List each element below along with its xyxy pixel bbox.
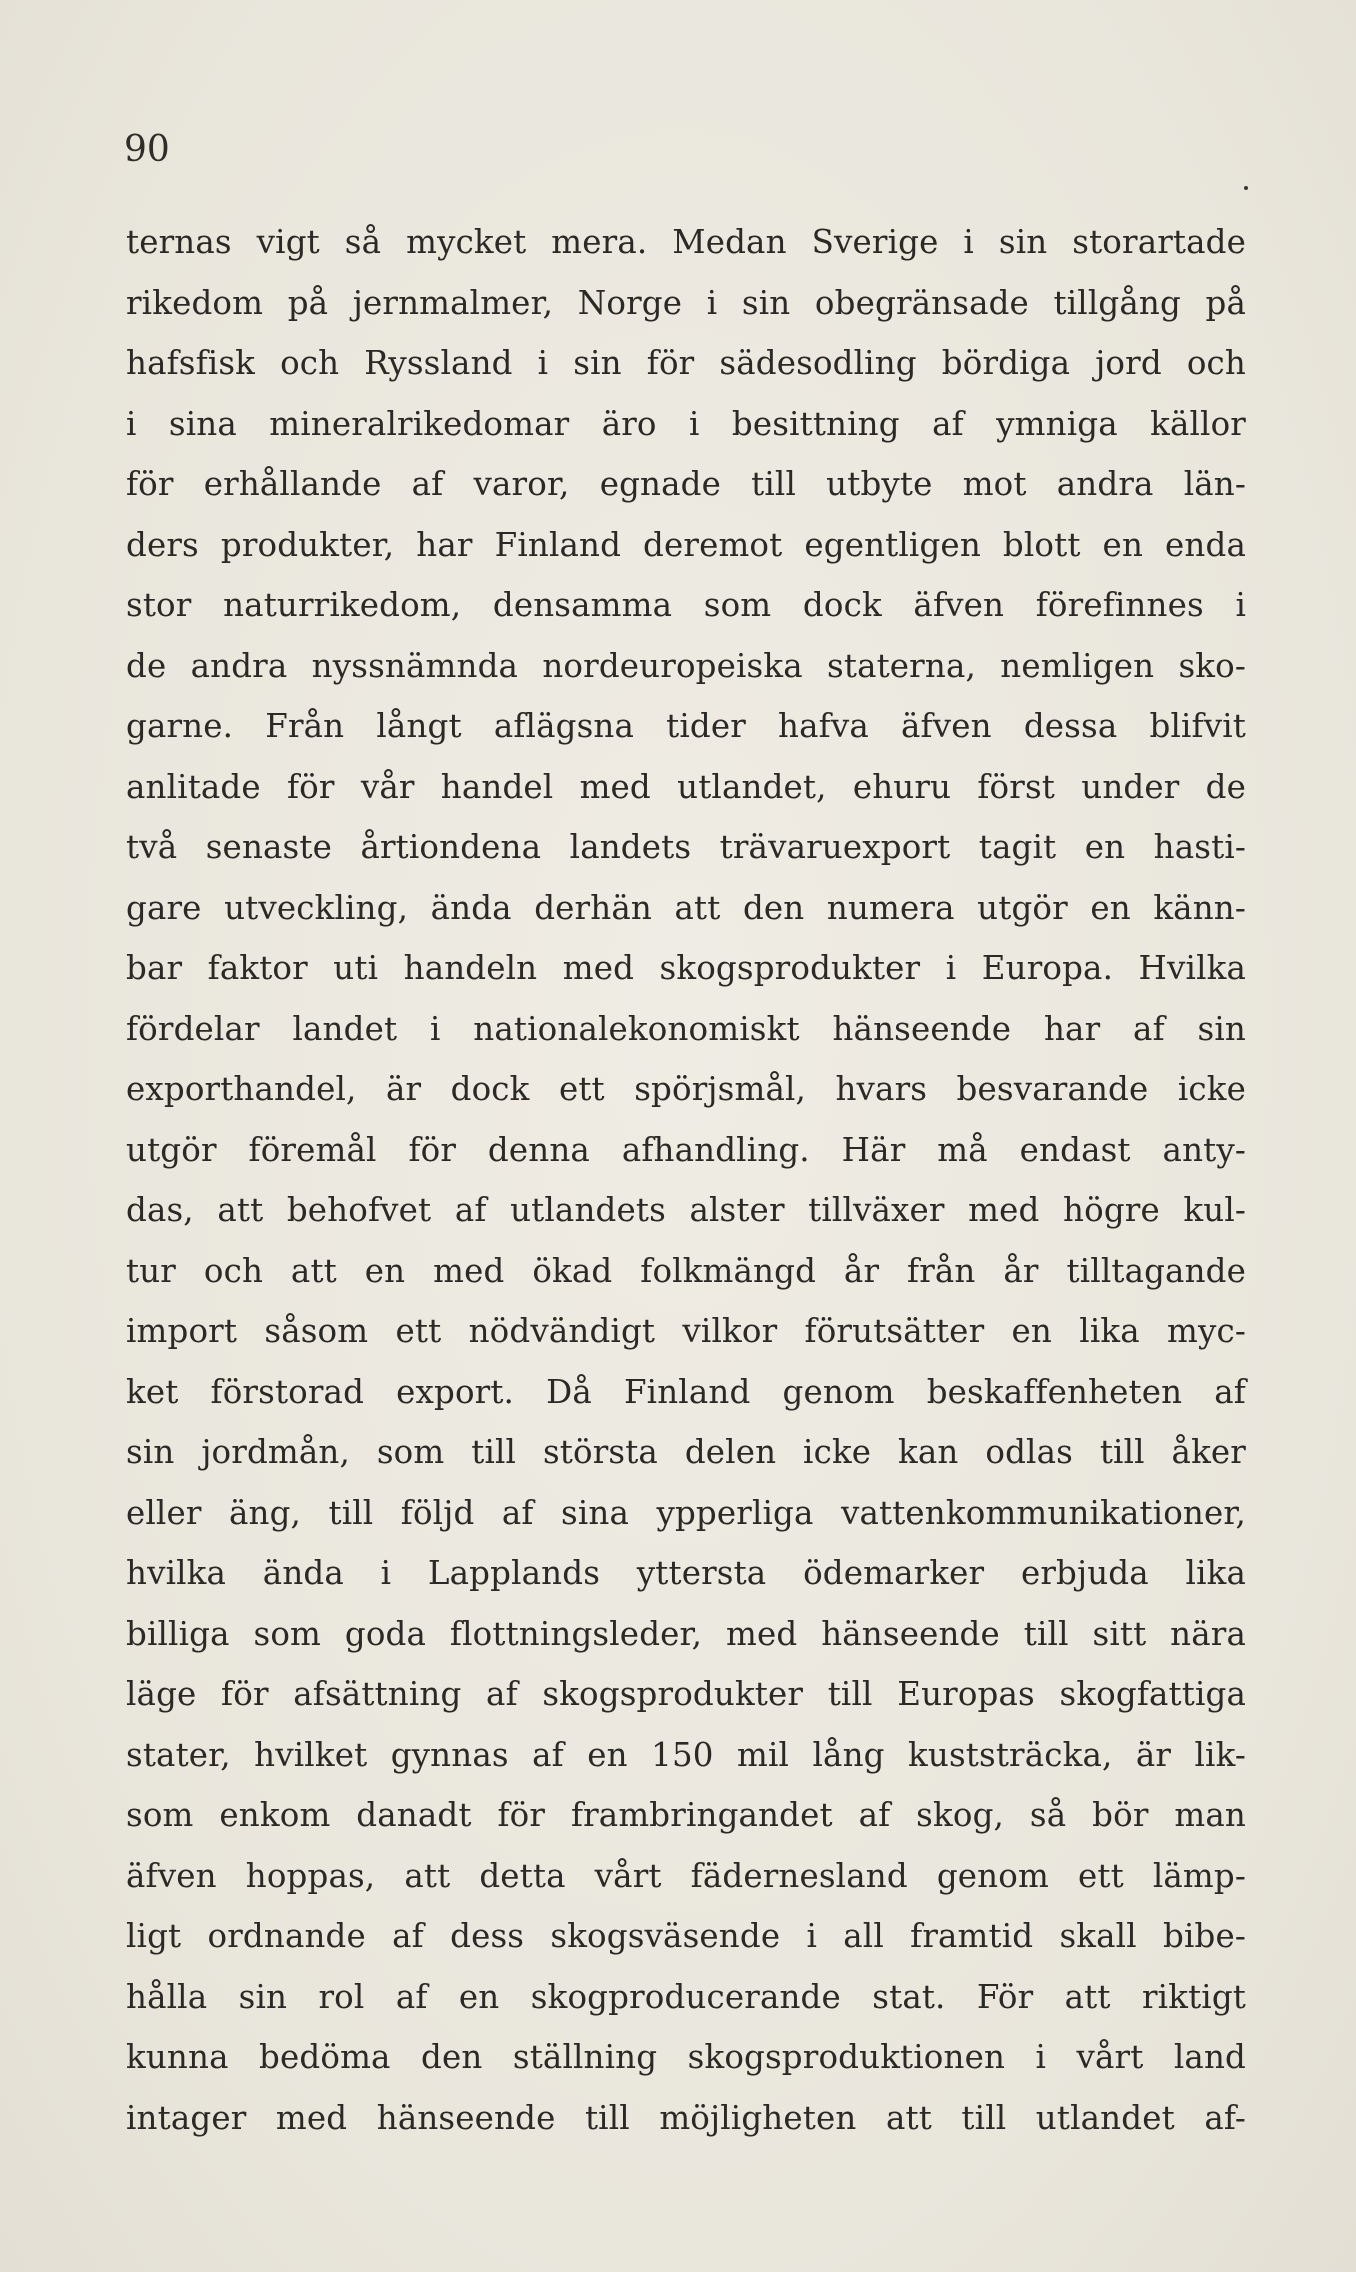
text-line: hålla sin rol af en skogproducerande stat. För att riktigt xyxy=(126,1977,1246,2016)
text-line: das, att behofvet af utlandets alster tillväxer med högre kul- xyxy=(126,1191,1246,1229)
text-line: gare utveckling, ända derhän att den numera utgör en känn- xyxy=(126,888,1246,927)
text-line: eller äng, till följd af sina ypperliga vattenkommunikationer, xyxy=(126,1493,1246,1532)
text-line: två senaste årtiondena landets trävaruexport tagit en hasti- xyxy=(126,828,1246,866)
body-text xyxy=(126,212,1246,2148)
text-line: exporthandel, är dock ett spörjsmål, hvars besvarande icke xyxy=(126,1070,1246,1108)
text-line: tur och att en med ökad folkmängd år från år tilltagande xyxy=(126,1251,1246,1290)
text-line: utgör föremål för denna afhandling. Här må endast anty- xyxy=(126,1130,1246,1169)
text-line: billiga som goda flottningsleder, med hänseende till sitt nära xyxy=(126,1614,1246,1653)
text-line: läge för afsättning af skogsprodukter till Europas skogfattiga xyxy=(126,1675,1246,1713)
text-line: hvilka ända i Lapplands yttersta ödemarker erbjuda lika xyxy=(126,1554,1246,1592)
text-line: ternas vigt så mycket mera. Medan Sverige i sin storartade xyxy=(126,223,1246,261)
text-line: de andra nyssnämnda nordeuropeiska staterna, nemligen sko- xyxy=(126,646,1246,685)
print-speck xyxy=(1244,186,1248,190)
text-line: fördelar landet i nationalekonomiskt hänseende har af sin xyxy=(126,1009,1246,1048)
text-line: intager med hänseende till möjligheten att till utlandet af- xyxy=(126,2098,1246,2137)
text-line: hafsfisk och Ryssland i sin för sädesodling bördiga jord och xyxy=(126,344,1246,382)
text-line: ders produkter, har Finland deremot egentligen blott en enda xyxy=(126,525,1246,564)
text-line: bar faktor uti handeln med skogsprodukter i Europa. Hvilka xyxy=(126,949,1246,987)
text-line: stor naturrikedom, densamma som dock äfven förefinnes i xyxy=(126,586,1246,624)
page-number: 90 xyxy=(124,129,170,170)
text-line: sin jordmån, som till största delen icke kan odlas till åker xyxy=(126,1433,1246,1471)
text-line: garne. Från långt aflägsna tider hafva äfven dessa blifvit xyxy=(126,707,1246,745)
text-line: äfven hoppas, att detta vårt fädernesland genom ett lämp- xyxy=(126,1856,1246,1895)
text-line: ket förstorad export. Då Finland genom beskaffenheten af xyxy=(126,1372,1246,1411)
text-line: i sina mineralrikedomar äro i besittning af ymniga källor xyxy=(126,404,1246,443)
text-line: stater, hvilket gynnas af en 150 mil lång kuststräcka, är lik- xyxy=(126,1735,1246,1774)
text-line: för erhållande af varor, egnade till utbyte mot andra län- xyxy=(126,465,1246,503)
text-line: kunna bedöma den ställning skogsproduktionen i vårt land xyxy=(126,2038,1246,2076)
text-line: ligt ordnande af dess skogsväsende i all framtid skall bibe- xyxy=(126,1917,1246,1955)
text-line: rikedom på jernmalmer, Norge i sin obegränsade tillgång på xyxy=(126,283,1246,322)
text-line: som enkom danadt för frambringandet af skog, så bör man xyxy=(126,1796,1246,1834)
text-line: import såsom ett nödvändigt vilkor förutsätter en lika myc- xyxy=(126,1312,1246,1350)
text-line: anlitade för vår handel med utlandet, ehuru först under de xyxy=(126,767,1246,806)
